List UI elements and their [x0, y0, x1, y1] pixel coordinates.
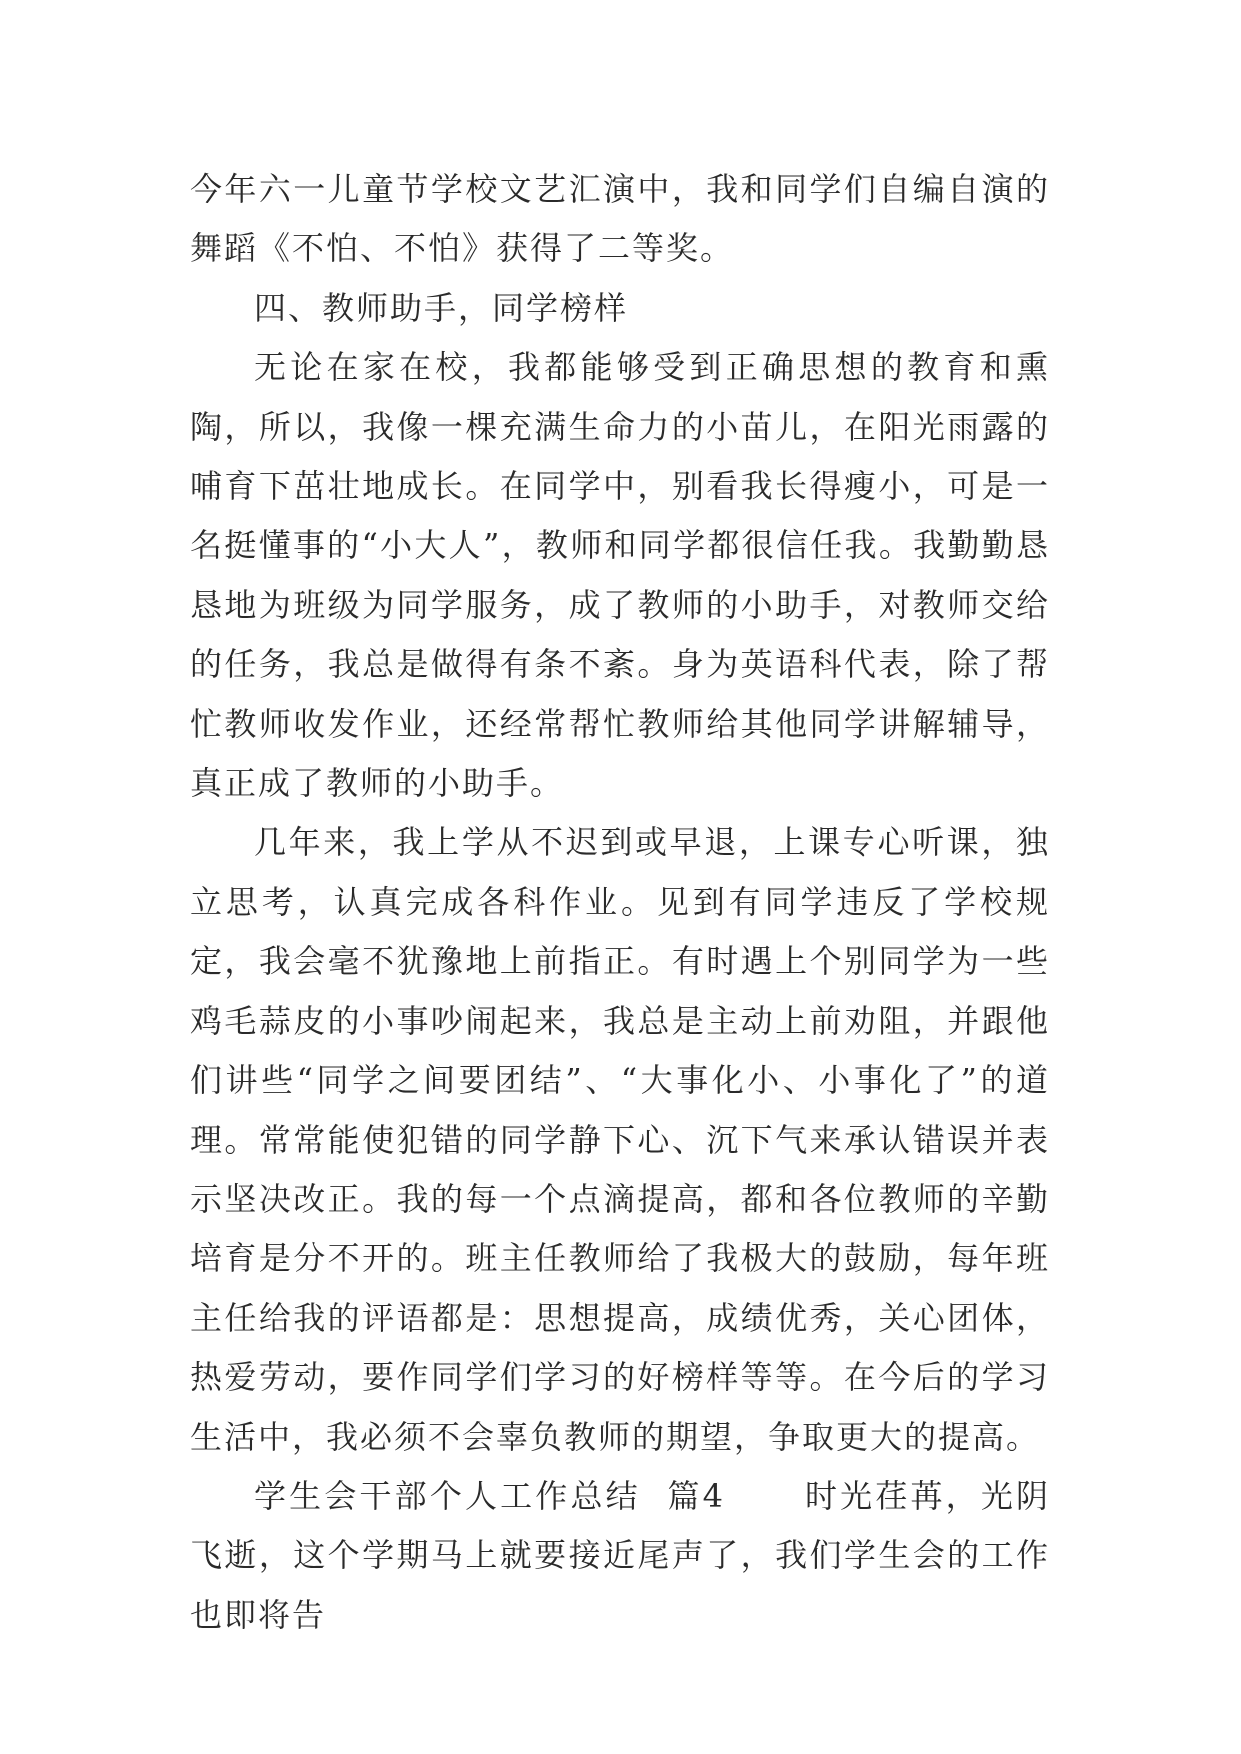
- paragraph-student-union-summary: 学生会干部个人工作总结 篇4 时光荏苒，光阴飞逝，这个学期马上就要接近尾声了，我们学生会的工作也即将告: [190, 1476, 1050, 1634]
- paragraph-dance-award: 今年六一儿童节学校文艺汇演中，我和同学们自编自演的舞蹈《不怕、不怕》获得了二等奖。: [190, 170, 1050, 268]
- paragraph-teacher-helper: 无论在家在校，我都能够受到正确思想的教育和熏陶，所以，我像一棵充满生命力的小苗儿，在阳光雨露的哺育下茁壮地成长。在同学中，别看我长得瘦小，可是一名挺懂事的“小大人”，教师和同学都很信任我。我勤勤恳恳地为班级为同学服务，成了教师的小助手，对教师交给的任务，我总是做得有条不紊。身为英语科代表，除了帮忙教师收发作业，还经常帮忙教师给其他同学讲解辅导，真正成了教师的小助手。: [190, 348, 1050, 803]
- paragraph-school-conduct: 几年来，我上学从不迟到或早退，上课专心听课，独立思考，认真完成各科作业。见到有同学违反了学校规定，我会毫不犹豫地上前指正。有时遇上个别同学为一些鸡毛蒜皮的小事吵闹起来，我总是主动上前劝阻，并跟他们讲些“同学之间要团结”、“大事化小、小事化了”的道理。常常能使犯错的同学静下心、沉下气来承认错误并表示坚决改正。我的每一个点滴提高，都和各位教师的辛勤培育是分不开的。班主任教师给了我极大的鼓励，每年班主任给我的评语都是：思想提高，成绩优秀，关心团体，热爱劳动，要作同学们学习的好榜样等等。在今后的学习生活中，我必须不会辜负教师的期望，争取更大的提高。: [190, 823, 1050, 1456]
- document-body: [190, 160, 1050, 1645]
- section-heading-teacher-helper: 四、教师助手，同学榜样: [254, 288, 629, 327]
